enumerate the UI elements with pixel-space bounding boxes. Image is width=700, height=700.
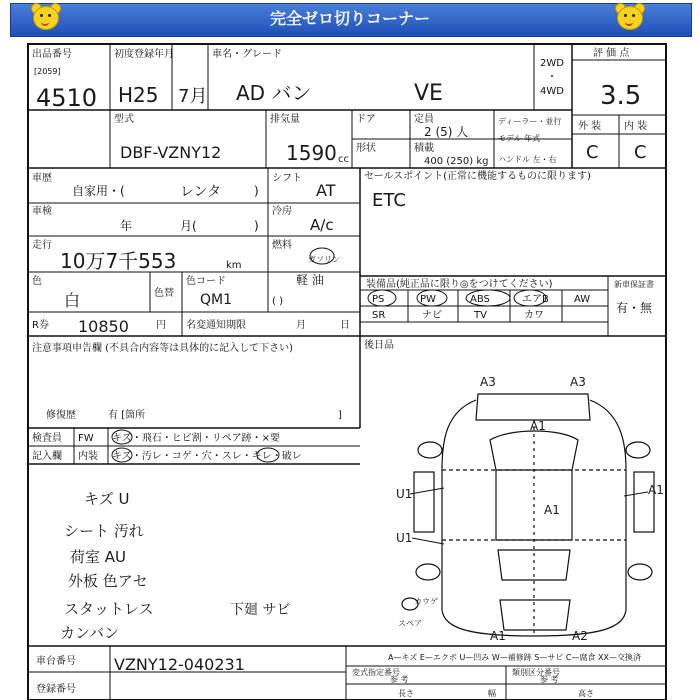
mileage-unit: km bbox=[226, 260, 242, 271]
equip-sr: SR bbox=[372, 310, 386, 321]
note-line-4: 外板 色アセ bbox=[68, 572, 148, 590]
car-name: AD バン bbox=[236, 81, 312, 105]
fw-options: キズ・飛石・ヒビ割・リペア跡・×要 bbox=[112, 433, 280, 444]
drive-2wd: 2WD bbox=[540, 58, 564, 69]
shift-value: AT bbox=[316, 181, 336, 200]
equip-leather: カワ bbox=[524, 310, 544, 321]
color-change-label: 色替 bbox=[154, 288, 174, 299]
diagram-small-2: スペア bbox=[398, 619, 422, 628]
name-change-month: 月 bbox=[296, 320, 306, 331]
car-diagram bbox=[402, 394, 654, 636]
fuel-gas: ガソリン bbox=[308, 255, 340, 264]
diagram-small-1: カウゲ bbox=[414, 597, 438, 606]
door-label: ドア bbox=[356, 114, 376, 125]
name-change-label: 名変通知期限 bbox=[186, 320, 246, 331]
equip-aw: AW bbox=[574, 294, 591, 305]
note-line-2: シート 汚れ bbox=[64, 522, 144, 540]
sales-point-value: ETC bbox=[372, 190, 406, 211]
exterior-grade: C bbox=[586, 142, 599, 163]
fw-label: FW bbox=[78, 433, 94, 444]
repair-value: 有 [箇所 bbox=[108, 410, 146, 421]
diagram-mark-2: A3 bbox=[570, 375, 586, 389]
load-label: 積載 bbox=[414, 143, 434, 154]
repair-label: 修復歴 bbox=[46, 410, 76, 421]
diagram-mark-1: A3 bbox=[480, 375, 496, 389]
interior-label: 内 装 bbox=[624, 121, 648, 132]
equip-tv: TV bbox=[474, 310, 487, 321]
exterior-label: 外 装 bbox=[578, 121, 602, 132]
reg-ref1: 参 考 bbox=[390, 675, 409, 684]
type-note: レンタ bbox=[180, 184, 222, 200]
wheel-note: 下廻 サビ bbox=[230, 602, 291, 618]
shape-label: 形状 bbox=[356, 143, 376, 154]
repair-close: ] bbox=[338, 410, 342, 421]
notes-label: 注意事項申告欄 (不具合内容等は具体的に記入して下さい) bbox=[32, 343, 293, 354]
inspection-year: 年 bbox=[120, 219, 133, 233]
type-close: ) bbox=[254, 184, 259, 198]
equip-ps: PS bbox=[372, 294, 385, 305]
grade-score-label: 評 価 点 bbox=[593, 48, 630, 59]
height-label: 高さ bbox=[578, 689, 594, 698]
note-line-3: 荷室 AU bbox=[70, 548, 127, 566]
inspection-close: ) bbox=[254, 219, 259, 233]
fuel-label: 燃料 bbox=[272, 240, 292, 251]
reg-sub1: 変式指定番号 bbox=[352, 668, 400, 677]
reg-sub2: 類別区分番号 bbox=[512, 668, 560, 677]
capacity-label: 定員 bbox=[414, 114, 434, 125]
note-line-1: キズ U bbox=[84, 490, 130, 508]
entry-label: 記入欄 bbox=[32, 451, 62, 462]
diagram-mark-5: A1 bbox=[648, 483, 664, 497]
first-reg-year: H25 bbox=[118, 83, 159, 107]
diagram-mark-9: A2 bbox=[572, 629, 588, 643]
dealer-label: ディーラー・並行 bbox=[498, 117, 562, 126]
diagram-mark-4: U1 bbox=[396, 487, 413, 501]
chassis-value: VZNY12-040231 bbox=[114, 655, 245, 674]
first-reg-label: 初度登録年月 bbox=[114, 49, 174, 60]
after-fit-label: 後日品 bbox=[364, 340, 394, 351]
grade-score: 3.5 bbox=[600, 81, 642, 111]
page-title: 完全ゼロ切りコーナー bbox=[269, 9, 430, 28]
note-line-5: スタットレス bbox=[64, 600, 154, 618]
equipment-label: 装備品(純正品に限り◎をつけてください) bbox=[366, 279, 553, 290]
width-label: 幅 bbox=[488, 689, 496, 698]
inspection-month: 月( bbox=[180, 219, 197, 233]
reg-ref2: 参 考 bbox=[540, 675, 559, 684]
interior-tag: 内装 bbox=[78, 451, 98, 462]
fuel-diesel: 軽 油 bbox=[296, 273, 324, 287]
int-options: キズ・汚レ・コゲ・穴・スレ・キレ・破レ bbox=[112, 451, 302, 462]
note-line-6: カンバン bbox=[60, 624, 119, 642]
diagram-mark-6: A1 bbox=[544, 503, 560, 517]
color-code: QM1 bbox=[200, 292, 233, 308]
warranty-label: 新車保証書 bbox=[614, 280, 654, 289]
load-value: 400 (250) kg bbox=[424, 156, 489, 167]
drive-dot: ・ bbox=[547, 72, 557, 83]
color-label: 色 bbox=[32, 276, 42, 287]
ac-value: A/c bbox=[310, 216, 334, 234]
recycle-label: R券 bbox=[32, 320, 49, 331]
color-code-label: 色コード bbox=[186, 276, 226, 287]
lot-label: 出品番号 bbox=[32, 49, 72, 60]
fuel-paren: ( ) bbox=[272, 296, 283, 307]
car-name-label: 車名・グレード bbox=[212, 49, 282, 60]
warranty-value: 有・無 bbox=[616, 301, 653, 315]
lot-code: [2059] bbox=[34, 67, 61, 76]
shift-label: シフト bbox=[272, 173, 302, 184]
inspection-label: 車検 bbox=[32, 206, 52, 217]
interior-grade: C bbox=[634, 142, 647, 163]
diagram-mark-3: A1 bbox=[530, 419, 546, 433]
inspector-label: 検査員 bbox=[32, 433, 62, 444]
legend: A—キズ E—エクボ U—凹み W—補修跡 S—サビ C—腐食 XX—交換済 bbox=[388, 653, 642, 662]
recycle-unit: 円 bbox=[156, 320, 166, 331]
equip-abs: ABS bbox=[470, 294, 490, 305]
equip-airbag: エアB bbox=[522, 294, 549, 305]
drive-4wd: 4WD bbox=[540, 86, 564, 97]
ac-label: 冷房 bbox=[272, 206, 292, 217]
model-year-label: モデル 年式 bbox=[498, 134, 541, 143]
chassis-label: 車台番号 bbox=[36, 656, 76, 667]
displacement-value: 1590 bbox=[286, 141, 337, 165]
type-label: 車歴 bbox=[32, 173, 52, 184]
length-label: 長さ bbox=[398, 689, 414, 698]
model-label: 型式 bbox=[114, 114, 134, 125]
color-value: 白 bbox=[64, 291, 81, 310]
reg-label: 登録番号 bbox=[36, 684, 76, 695]
handle-label: ハンドル 左・右 bbox=[498, 155, 557, 164]
displacement-unit: cc bbox=[338, 154, 349, 165]
displacement-label: 排気量 bbox=[270, 114, 300, 125]
sales-point-label: セールスポイント(正常に機能するものに限ります) bbox=[364, 171, 591, 182]
capacity-value: 2 (5) 人 bbox=[424, 125, 469, 139]
grade-value: VE bbox=[414, 81, 443, 106]
mileage-value: 10万7千553 bbox=[60, 249, 177, 273]
type-value: 自家用・( bbox=[72, 184, 125, 198]
equip-pw: PW bbox=[420, 294, 436, 305]
first-reg-month: 7月 bbox=[178, 86, 208, 107]
diagram-mark-8: A1 bbox=[490, 629, 506, 643]
lot-number: 4510 bbox=[36, 84, 98, 112]
model-code: DBF-VZNY12 bbox=[120, 143, 222, 162]
name-change-day: 日 bbox=[340, 320, 350, 331]
recycle-value: 10850 bbox=[78, 317, 129, 336]
mileage-label: 走行 bbox=[32, 240, 52, 251]
equip-navi: ナビ bbox=[422, 310, 442, 321]
diagram-mark-7: U1 bbox=[396, 531, 413, 545]
